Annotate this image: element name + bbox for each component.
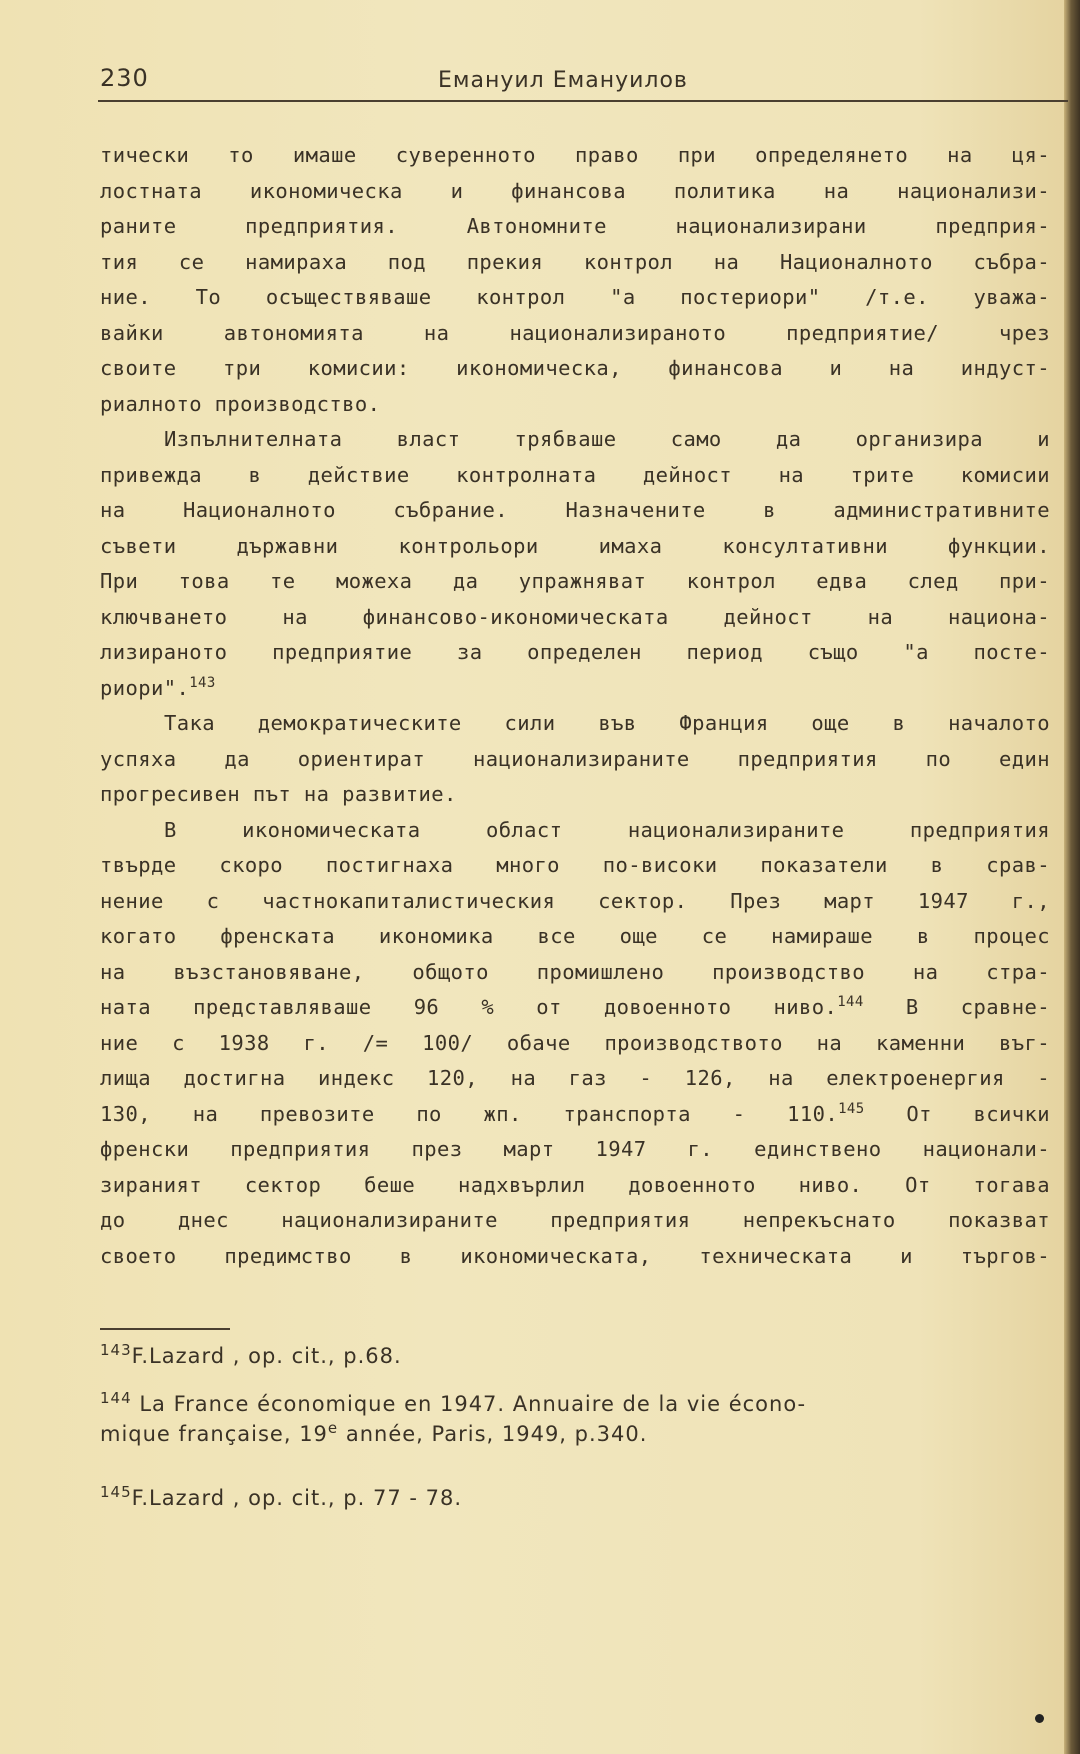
- page-edge-shadow: [1064, 0, 1080, 1754]
- text-line: прогресивен път на развитие.: [100, 782, 457, 806]
- footnote-text-continued: [100, 1419, 1050, 1446]
- footnote-ref-144[interactable]: 144: [837, 994, 864, 1011]
- text-line: ние. То осъществяваше контрол "а постериори" /т.е. уважа-: [100, 285, 1050, 309]
- footnote-rule: [100, 1328, 230, 1330]
- page-number: 230: [100, 64, 149, 92]
- text-line: съвети държавни контрольори имаха консултативни функции.: [100, 533, 1050, 558]
- text-line: успяха да ориентират национализираните предприятия по един: [100, 746, 1050, 771]
- text-line: В икономическата област национализираните предприятия: [164, 817, 1050, 842]
- text-line: При това те можеха да упражняват контрол едва след при-: [100, 569, 1050, 593]
- text-line: Изпълнителната власт трябваше само да организира и: [164, 427, 1050, 451]
- text-segment: 130, на превозите по жп. транспорта - 110.: [100, 1101, 839, 1126]
- footnote-number: 144: [100, 1389, 132, 1407]
- text-line: привежда в действие контролната дейност на трите комисии: [100, 462, 1050, 487]
- text-line: френски предприятия през март 1947 г. единствено национали-: [100, 1137, 1050, 1161]
- text-line: раните предприятия. Автономните национализирани предприя-: [100, 214, 1050, 238]
- footnote-text: F.Lazard , op. cit., p.68.: [131, 1344, 402, 1368]
- text-line: Така демократическите сили във Франция още в началото: [164, 711, 1050, 735]
- page-header: [98, 60, 1068, 102]
- text-line: ние с 1938 г. /= 100/ обаче производството на каменни въг-: [100, 1030, 1050, 1055]
- text-line: лища достигна индекс 120, на газ - 126, на електроенергия -: [100, 1066, 1050, 1090]
- ink-speck: [1035, 1714, 1044, 1723]
- text-line: вайки автономията на национализираното предприятие/ чрез: [100, 320, 1050, 345]
- footnote-text: F.Lazard , op. cit., p. 77 - 78.: [131, 1486, 462, 1510]
- text-line: [100, 671, 1050, 707]
- footnote-text: année, Paris, 1949, p.340.: [338, 1422, 648, 1446]
- footnote-ref-145[interactable]: 145: [838, 1100, 865, 1117]
- text-segment: В сравне-: [905, 995, 1050, 1019]
- text-segment: От всички: [906, 1101, 1050, 1126]
- text-segment: риори".: [100, 675, 190, 700]
- body-text: [100, 138, 1050, 1274]
- footnote-143: [100, 1341, 1050, 1368]
- footnote-text: mique française, 19: [100, 1422, 328, 1446]
- text-segment: ната представляваше 96 % от довоенното ниво.: [100, 995, 838, 1019]
- text-line: твърде скоро постигнаха много по-високи показатели в срав-: [100, 853, 1050, 877]
- text-line: своите три комисии: икономическа, финансова и на индуст-: [100, 356, 1050, 380]
- footnote-superscript: e: [327, 1419, 339, 1437]
- text-line: на възстановяване, общото промишлено производство на стра-: [100, 959, 1050, 984]
- text-line: [100, 990, 1050, 1026]
- text-line: когато френската икономика все още се намираше в процес: [100, 924, 1050, 948]
- text-line: своето предимство в икономическата, техническата и търгов-: [100, 1243, 1050, 1268]
- text-line: на Националното събрание. Назначените в административните: [100, 498, 1050, 522]
- text-line: нение с частнокапиталистическия сектор. През март 1947 г.,: [100, 888, 1050, 913]
- text-line: лизираното предприятие за определен период също "а посте-: [100, 640, 1050, 664]
- footnote-number: 145: [100, 1483, 132, 1501]
- footnote-144: [100, 1389, 1050, 1446]
- text-line: до днес национализираните предприятия непрекъснато показват: [100, 1208, 1050, 1232]
- footnote-text: La France économique en 1947. Annuaire de la vie écono-: [139, 1392, 807, 1416]
- footnote-number: 143: [100, 1341, 132, 1359]
- footnote-ref-143[interactable]: 143: [189, 674, 216, 691]
- text-line: лостната икономическа и финансова политика на национализи-: [100, 178, 1050, 203]
- running-title: Емануил Емануилов: [438, 68, 688, 93]
- text-line: риалното производство.: [100, 391, 381, 416]
- text-line: тия се намираха под прекия контрол на Националното събра-: [100, 249, 1050, 274]
- text-line: тически то имаше суверенното право при определянето на ця-: [100, 143, 1050, 167]
- footnote-145: [100, 1483, 1050, 1510]
- text-line: зираният сектор беше надхвърлил довоенното ниво. От тогава: [100, 1172, 1050, 1197]
- text-line: ключването на финансово-икономическата дейност на национа-: [100, 604, 1050, 629]
- text-line: [100, 1097, 1050, 1133]
